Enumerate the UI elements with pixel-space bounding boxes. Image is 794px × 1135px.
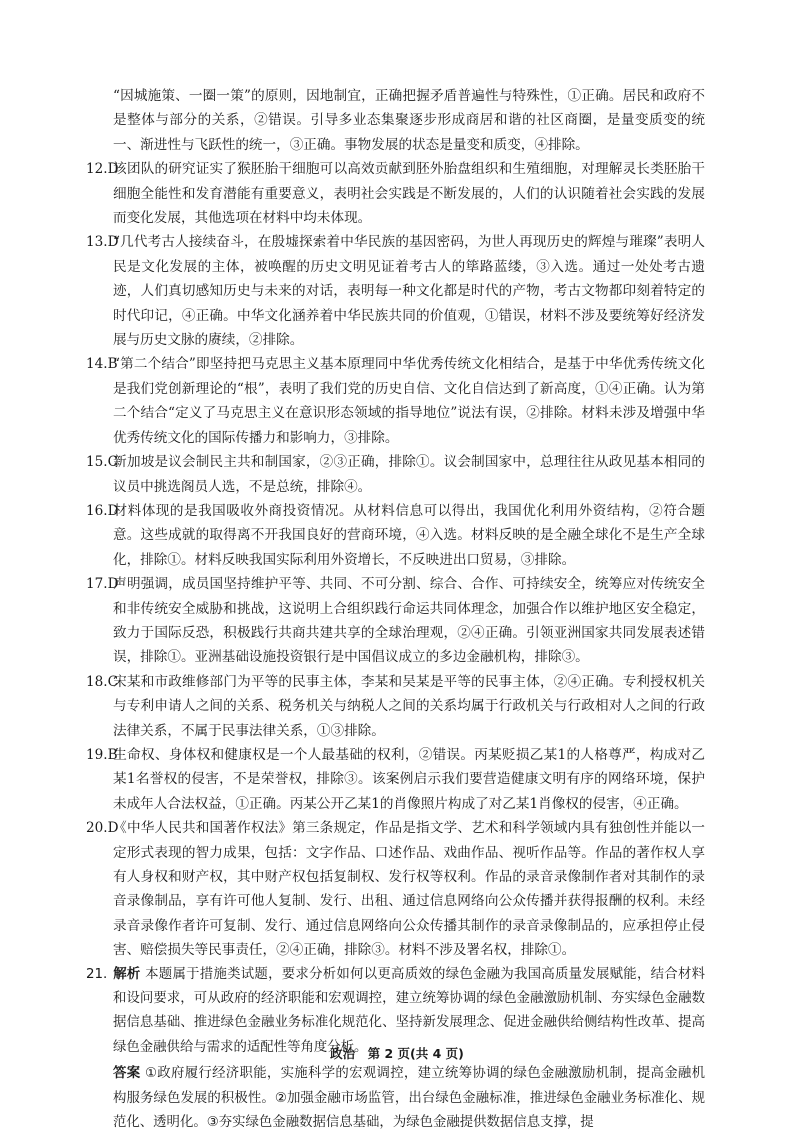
analysis-label: 解析 (113, 966, 141, 982)
paragraph-text: 宋某和市政维修部门为平等的民事主体，李某和吴某是平等的民事主体，②④正确。专利授权机关与专利申请人之间的关系、税务机关与纳税人之间的关系均属于行政机关与行政相对人之间的行政法律关系，不属于民事法律关系，①③排除。 (113, 673, 705, 739)
answer-item-20: 20.D《中华人民共和国著作权法》第三条规定，作品是指文学、艺术和科学领域内具有独创性并能以一定形式表现的智力成果，包括：文字作品、口述作品、戏曲作品、视听作品等。作品的著作权人享有人身权和财产权，其中财产权包括复制权、发行权等权利。作品的录音录像制作者对其制作的录音录像制品，享有许可他人复制、发行、出租、通过信息网络向公众传播并获得报酬的权利。未经录音录像作者许可复制、发行、通过信息网络向公众传播其制作的录音录像制品的，应承担停止侵害、赔偿损失等民事责任，②④正确，排除③。材料不涉及署名权，排除①。 (86, 820, 705, 959)
page-footer: 政治 第 2 页(共 4 页) (330, 1046, 464, 1061)
paragraph-text: 材料体现的是我国吸收外商投资情况。从材料信息可以得出，我国优化利用外资结构，②符合题意。这些成就的取得离不开我国良好的营商环境，④入选。材料反映的是全融全球化不是生产全球化，排除①。材料反映我国实际利用外资增长，不反映进出口贸易，③排除。 (113, 502, 705, 568)
paragraph-text: 声明强调，成员国坚持维护平等、共同、不可分割、综合、合作、可持续安全，统筹应对传统安全和非传统安全威胁和挑战，这说明上合组织践行命运共同体理念，加强合作以维护地区安全稳定，致力于国际反恐，积极践行共商共建共享的全球治理观，②④正确。引领亚洲国家共同发展表述错误，排除①。亚洲基础设施投资银行是中国倡议成立的多边金融机构，排除③。 (113, 576, 705, 666)
answer-item-16: 16.D材料体现的是我国吸收外商投资情况。从材料信息可以得出，我国优化利用外资结构，②符合题意。这些成就的取得离不开我国良好的营商环境，④入选。材料反映的是全融全球化不是生产全球化，排除①。材料反映我国实际利用外资增长，不反映进出口贸易，③排除。 (86, 502, 705, 568)
paragraph-text: “因城施策、一圈一策”的原则，因地制宜，正确把握矛盾普遍性与特殊性，①正确。居民和政府不是整体与部分的关系，②错误。引导多业态集聚逐步形成商居和谐的社区商圈，是量变质变的统一、渐进性与飞跃性的统一，③正确。事物发展的状态是量变和质变，④排除。 (113, 88, 705, 153)
answer-item-13: 13.D“几代考古人接续奋斗，在殷墟探索着中华民族的基因密码，为世人再现历史的辉煌与璀璨”表明人民是文化发展的主体，被唤醒的历史文明见证着考古人的筚路蓝缕，③入选。通过一处处考古遗迹，人们真切感知历史与未来的对话，表明每一种文化都是时代的产物，考古文物都印刻着特定的时代印记，④正确。中华文化涵养着中华民族共同的价值观，①错误，材料不涉及要统筹好经济发展与历史文脉的赓续，②排除。 (86, 234, 705, 349)
answer-label: 答案 (113, 1066, 141, 1082)
answer-item-21-answer (113, 1062, 705, 1135)
paragraph-text: “第二个结合”即坚持把马克思主义基本原理同中华优秀传统文化相结合，是基于中华优秀传统文化是我们党创新理论的“根”，表明了我们党的历史自信、文化自信达到了新高度，①④正确。认为第二个结合“定义了马克思主义在意识形态领域的指导地位”说法有误，②排除。材料未涉及增强中华优秀传统文化的国际传播力和影响力，③排除。 (113, 356, 705, 446)
answer-page (86, 84, 706, 1135)
answer-item-17: 17.D声明强调，成员国坚持维护平等、共同、不可分割、综合、合作、可持续安全，统筹应对传统安全和非传统安全威胁和挑战，这说明上合组织践行命运共同体理念，加强合作以维护地区安全稳定，致力于国际反恐，积极践行共商共建共享的全球治理观，②④正确。引领亚洲国家共同发展表述错误，排除①。亚洲基础设施投资银行是中国倡议成立的多边金融机构，排除③。 (86, 576, 705, 666)
paragraph-text: 该团队的研究证实了猴胚胎干细胞可以高效贡献到胚外胎盘组织和生殖细胞，对理解灵长类胚胎干细胞全能性和发育潜能有重要意义，表明社会实践是不断发展的，人们的认识随着社会实践的发展而变化发展，其他选项在材料中均未体现。 (113, 161, 705, 227)
paragraph-text: “几代考古人接续奋斗，在殷墟探索着中华民族的基因密码，为世人再现历史的辉煌与璀璨”表明人民是文化发展的主体，被唤醒的历史文明见证着考古人的筚路蓝缕，③入选。通过一处处考古遗迹，人们真切感知历史与未来的对话，表明每一种文化都是时代的产物，考古文物都印刻着特定的时代印记，④正确。中华文化涵养着中华民族共同的价值观，①错误，材料不涉及要统筹好经济发展与历史文脉的赓续，②排除。 (113, 234, 705, 349)
analysis-text: 本题属于措施类试题，要求分析如何以更高质效的绿色金融为我国高质量发展赋能，结合材料和设问要求，可从政府的经济职能和宏观调控，建立统筹协调的绿色金融激励机制、夯实绿色金融数据信息基础、推进绿色金融业务标准化规范化、坚持新发展理念、促进金融供给侧结构性改革、提高绿色金融供给与需求的适配性等角度分析。 (113, 966, 706, 1055)
answer-text: ①政府履行经济职能，实施科学的宏观调控，建立统筹协调的绿色金融激励机制，提高金融机构服务绿色发展的积极性。②加强金融市场监管，出台绿色金融标准，推进绿色金融业务标准化、规范化、透明化。③夯实绿色金融数据信息基础，为绿色金融提供数据信息支撑，提 (113, 1066, 705, 1131)
answer-item-21-analysis: 21. 解析 本题属于措施类试题，要求分析如何以更高质效的绿色金融为我国高质量发展赋能，结合材料和设问要求，可从政府的经济职能和宏观调控，建立统筹协调的绿色金融激励机制、夯实绿色金融数据信息基础、推进绿色金融业务标准化规范化、坚持新发展理念、促进金融供给侧结构性改革、提高绿色金融供给与需求的适配性等角度分析。 (86, 966, 706, 1055)
answer-item-14: 14.B“第二个结合”即坚持把马克思主义基本原理同中华优秀传统文化相结合，是基于中华优秀传统文化是我们党创新理论的“根”，表明了我们党的历史自信、文化自信达到了新高度，①④正确。认为第二个结合“定义了马克思主义在意识形态领域的指导地位”说法有误，②排除。材料未涉及增强中华优秀传统文化的国际传播力和影响力，③排除。 (86, 356, 705, 446)
answer-item-19: 19.B生命权、身体权和健康权是一个人最基础的权利，②错误。丙某贬损乙某1的人格尊严，构成对乙某1名誉权的侵害，不是荣誉权，排除③。该案例启示我们要营造健康文明有序的网络环境，保护未成年人合法权益，①正确。丙某公开乙某1的肖像照片构成了对乙某1肖像权的侵害，④正确。 (86, 746, 705, 812)
paragraph-text: 新加坡是议会制民主共和制国家，②③正确，排除①。议会制国家中，总理往往从政见基本相同的议员中挑选阁员人选，不是总统，排除④。 (113, 454, 705, 495)
answer-item-15: 15.C新加坡是议会制民主共和制国家，②③正确，排除①。议会制国家中，总理往往从政见基本相同的议员中挑选阁员人选，不是总统，排除④。 (86, 454, 705, 495)
paragraph-text: 生命权、身体权和健康权是一个人最基础的权利，②错误。丙某贬损乙某1的人格尊严，构成对乙某1名誉权的侵害，不是荣誉权，排除③。该案例启示我们要营造健康文明有序的网络环境，保护未成年人合法权益，①正确。丙某公开乙某1的肖像照片构成了对乙某1肖像权的侵害，④正确。 (113, 746, 705, 812)
answer-item-18: 18.C宋某和市政维修部门为平等的民事主体，李某和吴某是平等的民事主体，②④正确。专利授权机关与专利申请人之间的关系、税务机关与纳税人之间的关系均属于行政机关与行政相对人之间的行政法律关系，不属于民事法律关系，①③排除。 (86, 673, 705, 739)
answer-item-12: 12.D该团队的研究证实了猴胚胎干细胞可以高效贡献到胚外胎盘组织和生殖细胞，对理解灵长类胚胎干细胞全能性和发育潜能有重要意义，表明社会实践是不断发展的，人们的认识随着社会实践的发展而变化发展，其他选项在材料中均未体现。 (86, 161, 705, 227)
paragraph-11-continued (113, 84, 705, 157)
paragraph-text: 《中华人民共和国著作权法》第三条规定，作品是指文学、艺术和科学领域内具有独创性并能以一定形式表现的智力成果，包括：文字作品、口述作品、戏曲作品、视听作品等。作品的著作权人享有人身权和财产权，其中财产权包括复制权、发行权等权利。作品的录音录像制作者对其制作的录音录像制品，享有许可他人复制、发行、出租、通过信息网络向公众传播并获得报酬的权利。未经录音录像作者许可复制、发行、通过信息网络向公众传播其制作的录音录像制品的，应承担停止侵害、赔偿损失等民事责任，②④正确，排除③。材料不涉及署名权，排除①。 (113, 820, 705, 959)
